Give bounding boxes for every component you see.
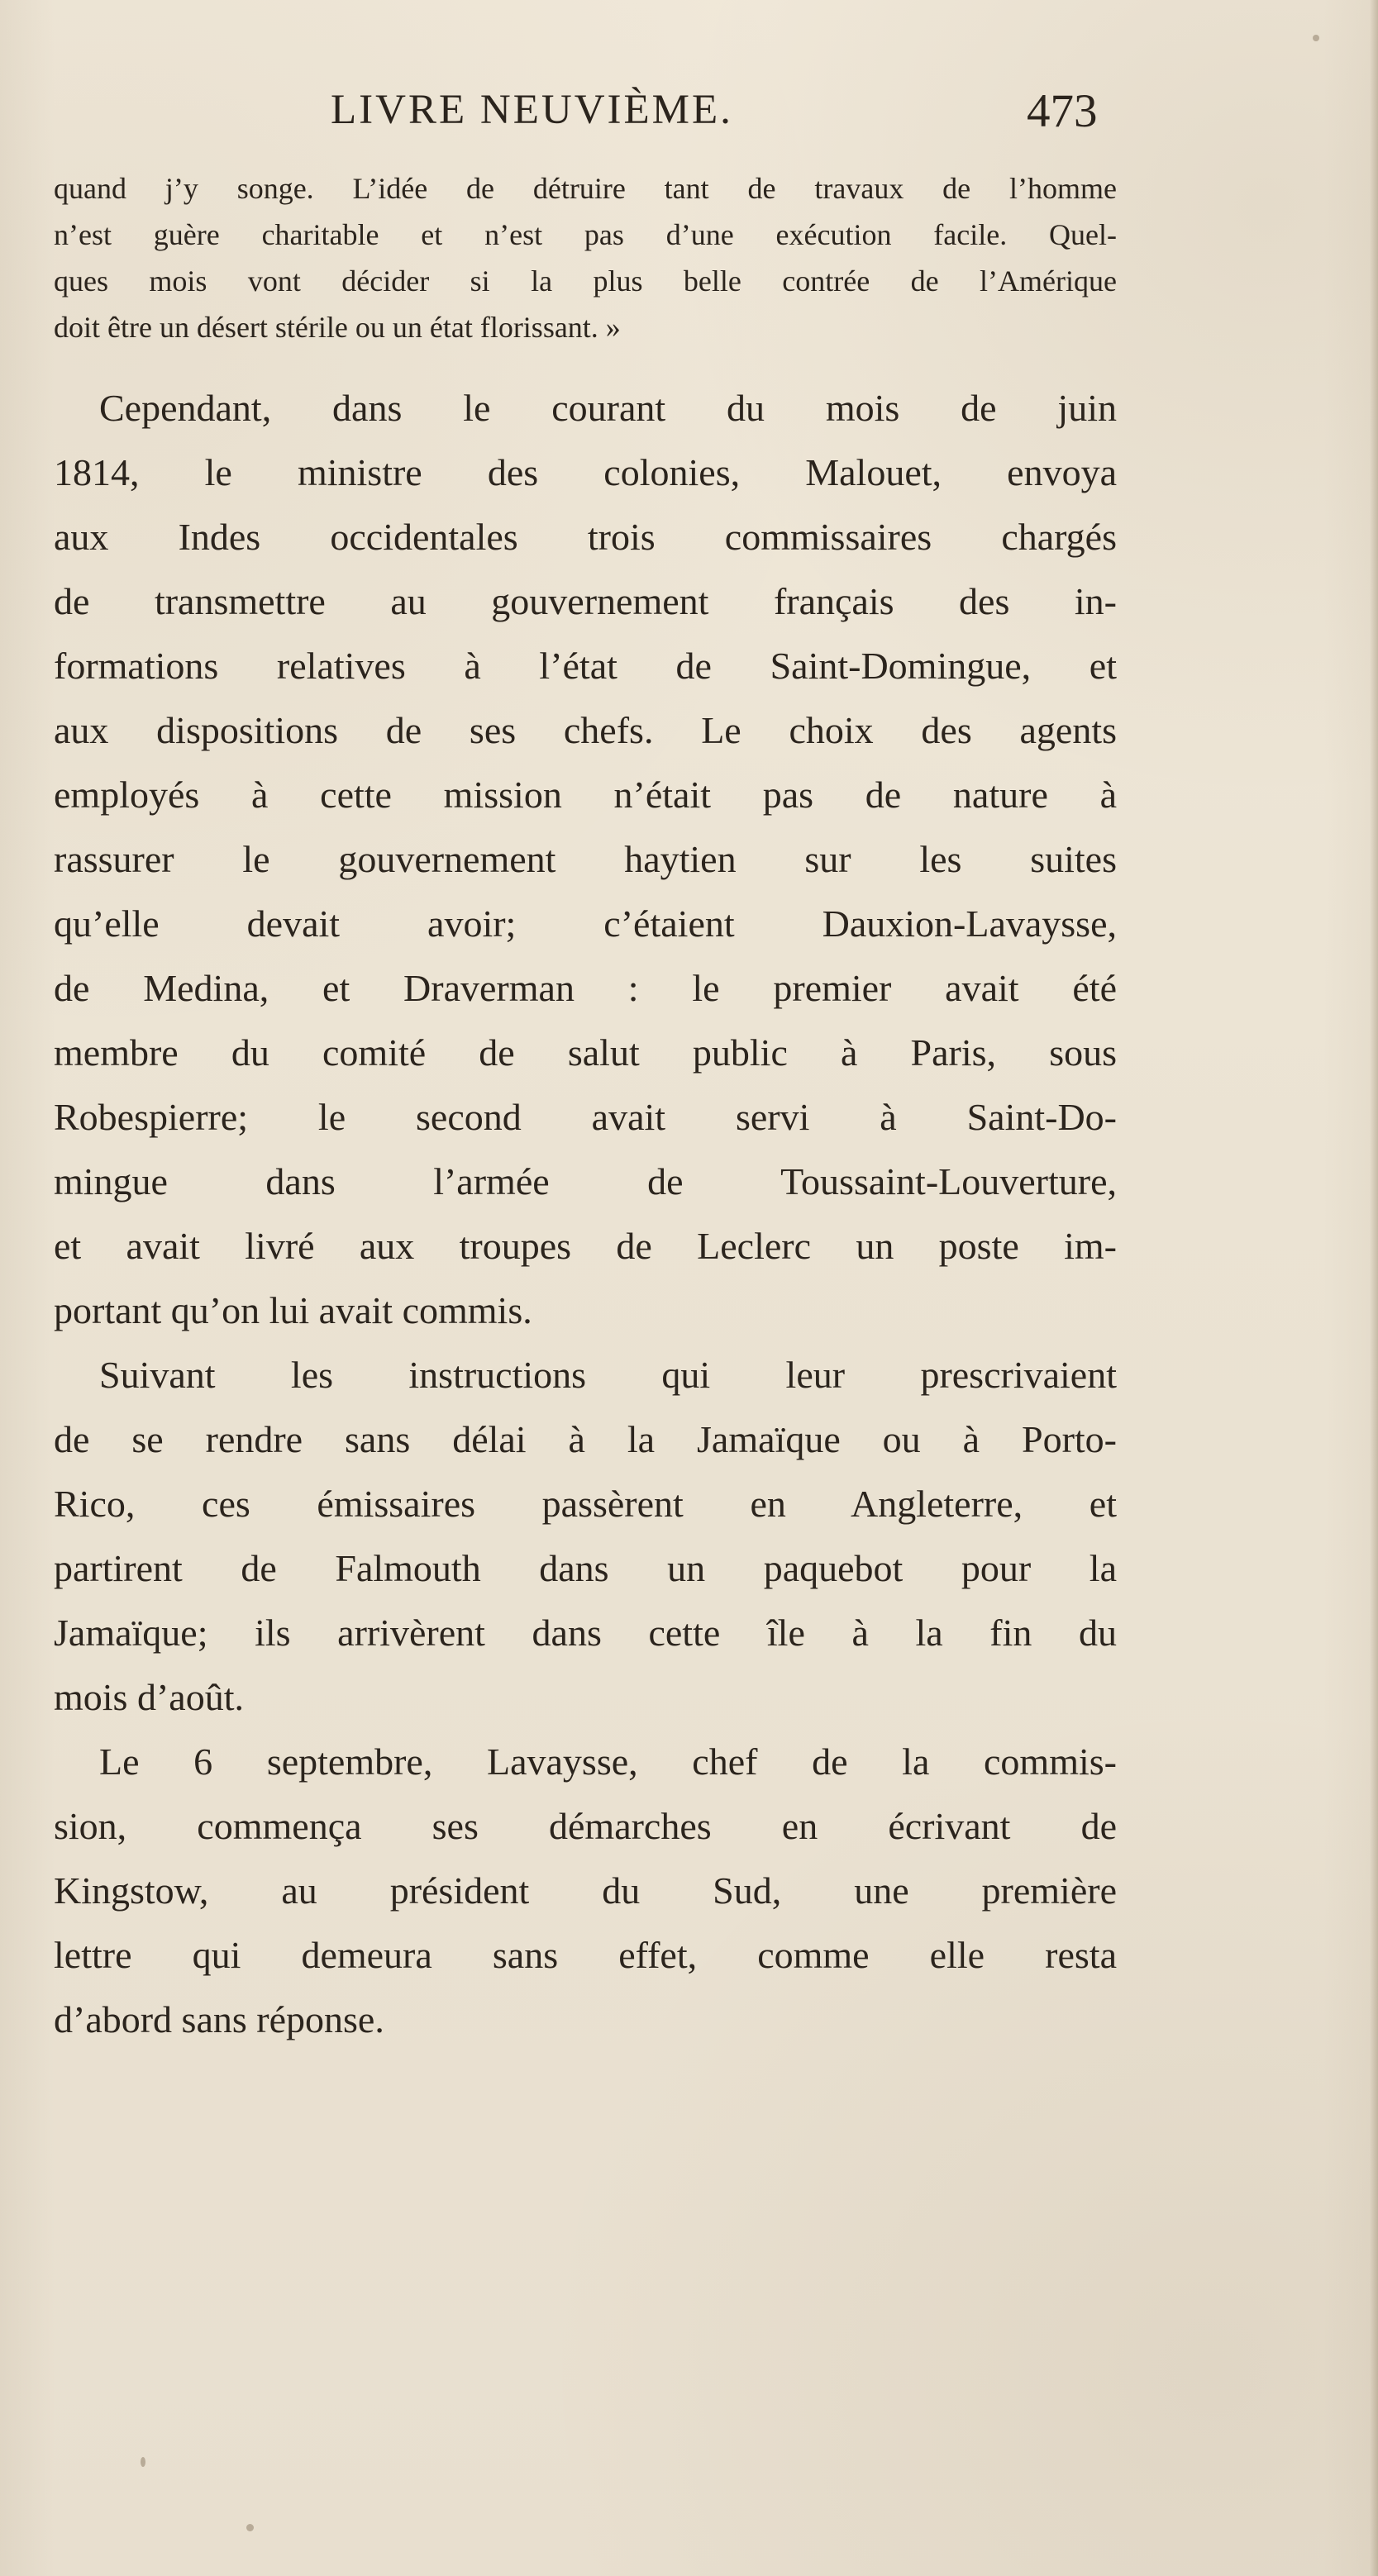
text-line: aux Indes occidentales trois commissaires chargés — [54, 516, 1117, 558]
text-line: doit être un désert stérile ou un état florissant. » — [54, 311, 621, 344]
text-line: quand j’y songe. L’idée de détruire tant de travaux de l’homme — [54, 172, 1117, 205]
text-line: Cependant, dans le courant du mois de juin — [99, 387, 1117, 429]
text-line: de transmettre au gouvernement français des in- — [54, 580, 1117, 622]
text-line: lettre qui demeura sans effet, comme elle resta — [54, 1934, 1117, 1976]
paper-speck — [246, 2524, 254, 2531]
text-line: rassurer le gouvernement haytien sur les suites — [54, 838, 1117, 880]
text-line: Rico, ces émissaires passèrent en Angleterre, et — [54, 1483, 1117, 1525]
text-line: Le 6 septembre, Lavaysse, chef de la commis- — [99, 1740, 1117, 1783]
text-line: employés à cette mission n’était pas de nature à — [54, 774, 1117, 816]
running-header — [331, 81, 1116, 139]
text-line: partirent de Falmouth dans un paquebot pour la — [54, 1547, 1117, 1589]
text-line: membre du comité de salut public à Paris, sous — [54, 1031, 1117, 1074]
text-line: portant qu’on lui avait commis. — [54, 1289, 532, 1331]
text-line: ques mois vont décider si la plus belle contrée de l’Amérique — [54, 264, 1117, 298]
page-number: 473 — [1027, 85, 1098, 137]
text-line: formations relatives à l’état de Saint-Domingue, et — [54, 645, 1117, 687]
text-line: Robespierre; le second avait servi à Saint-Do- — [54, 1096, 1117, 1138]
text-line: aux dispositions de ses chefs. Le choix des agents — [54, 709, 1117, 751]
text-line: de se rendre sans délai à la Jamaïque ou à Porto- — [54, 1418, 1117, 1460]
text-line: qu’elle devait avoir; c’étaient Dauxion-Lavaysse, — [54, 902, 1117, 945]
text-line: sion, commença ses démarches en écrivant de — [54, 1805, 1117, 1847]
text-line: et avait livré aux troupes de Leclerc un poste im- — [54, 1225, 1117, 1267]
paper-speck — [1313, 35, 1319, 41]
text-line: d’abord sans réponse. — [54, 1998, 384, 2040]
text-line: Suivant les instructions qui leur prescrivaient — [99, 1354, 1117, 1396]
text-line: de Medina, et Draverman : le premier avait été — [54, 967, 1117, 1009]
page-edge-shadow — [1370, 0, 1378, 2576]
paper-speck — [141, 2457, 145, 2467]
text-line: n’est guère charitable et n’est pas d’une exécution facile. Quel- — [54, 218, 1117, 251]
text-line: Jamaïque; ils arrivèrent dans cette île à la fin du — [54, 1612, 1117, 1654]
text-line: mingue dans l’armée de Toussaint-Louverture, — [54, 1160, 1117, 1202]
running-head-title: LIVRE NEUVIÈME. — [331, 87, 733, 133]
text-line: Kingstow, au président du Sud, une première — [54, 1869, 1117, 1912]
text-line: mois d’août. — [54, 1676, 244, 1718]
text-line: 1814, le ministre des colonies, Malouet, envoya — [54, 451, 1117, 493]
